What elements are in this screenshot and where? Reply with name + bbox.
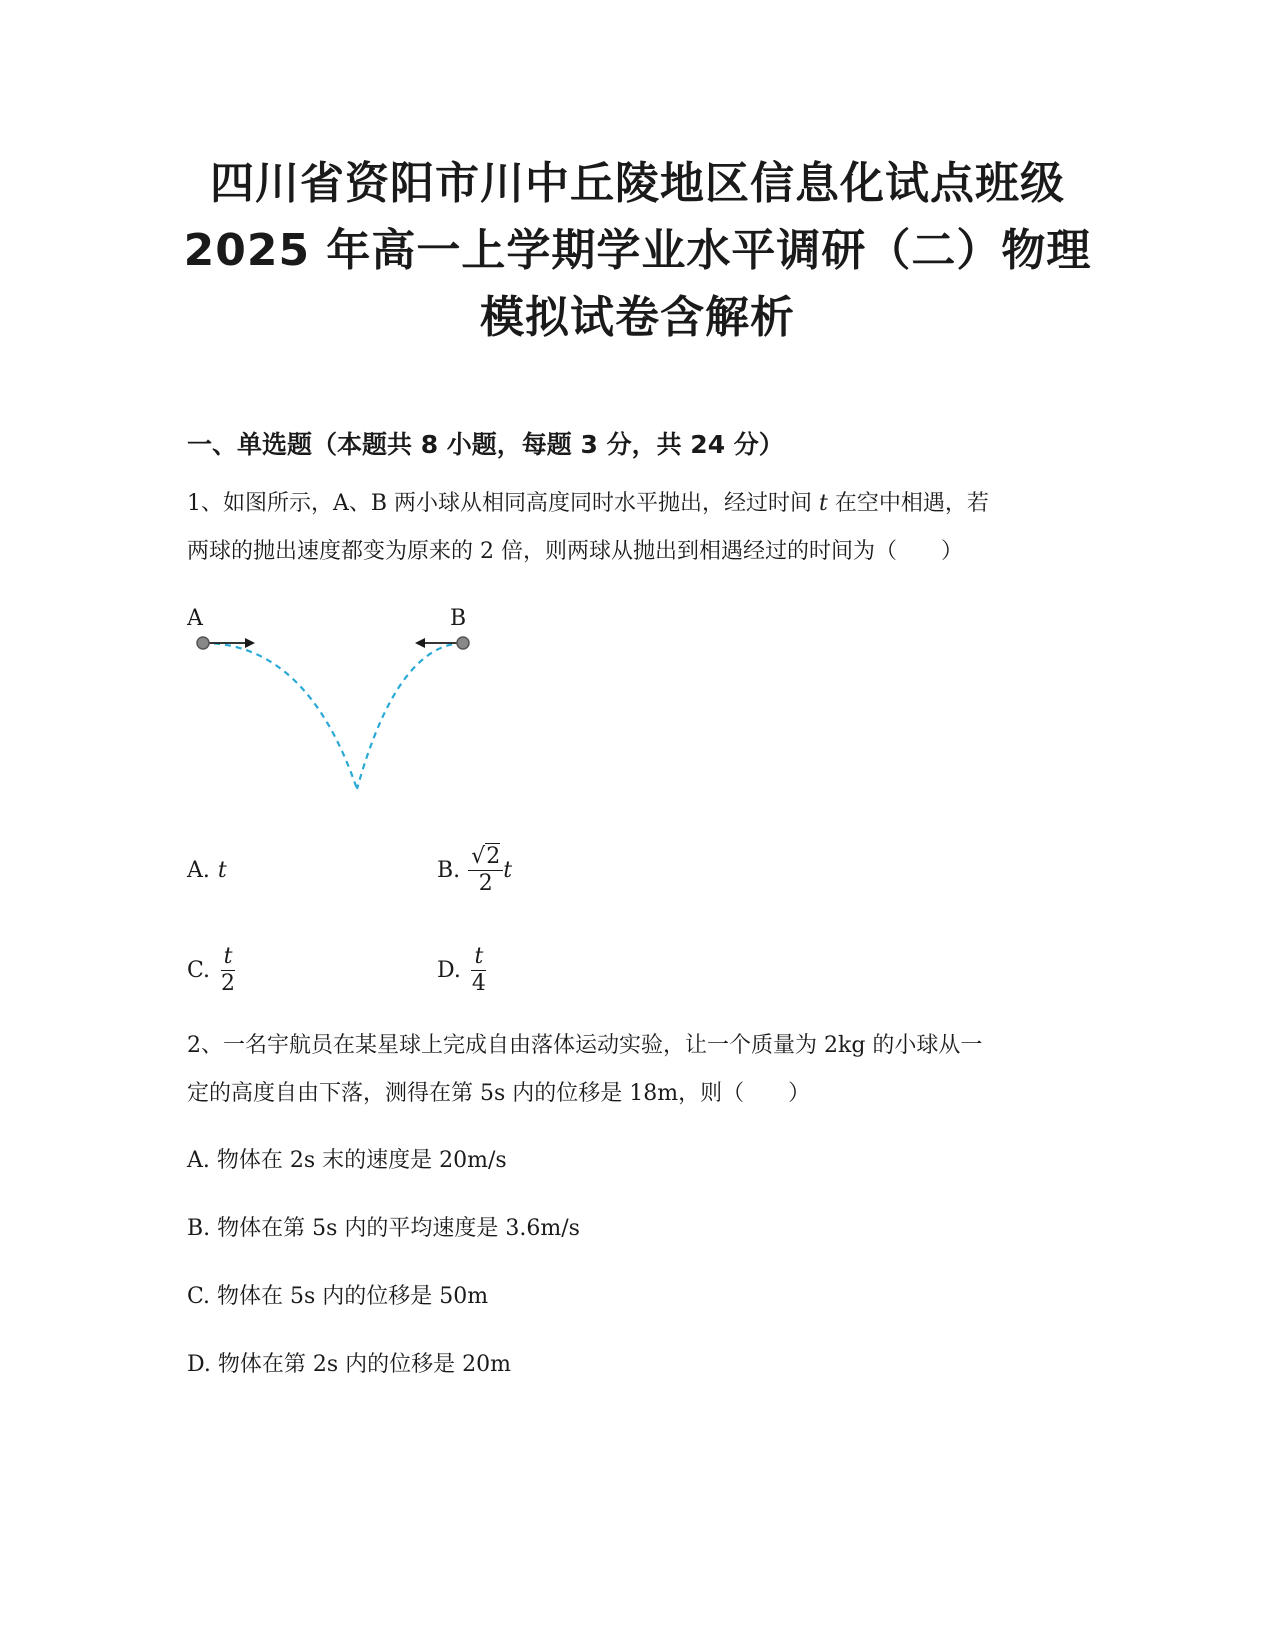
trajectory-a <box>203 643 357 789</box>
q1-option-b: B. $\frac{√2}{2}$ t <box>437 843 513 896</box>
title-line-1: 四川省资阳市川中丘陵地区信息化试点班级 <box>210 158 1065 209</box>
arrowhead-a <box>245 638 255 648</box>
fraction-t-over-2: $\frac{t}{2}$ <box>221 943 236 996</box>
q2-option-c: C. 物体在 5s 内的位移是 50m <box>187 1284 489 1309</box>
question-2-line-1: 2、一名宇航员在某星球上完成自由落体运动实验，让一个质量为 2kg 的小球从一 <box>187 1033 983 1058</box>
section-heading: 一、单选题（本题共 8 小题，每题 3 分，共 24 分） <box>187 430 784 459</box>
ball-a <box>197 637 209 649</box>
ball-b-label: B <box>450 606 467 631</box>
fraction-t-over-4: $\frac{t}{4}$ <box>471 943 486 996</box>
title-line-2: 2025 年高一上学期学业水平调研（二）物理 <box>183 225 1092 276</box>
question-1-line-1: 1、如图所示，A、B 两小球从相同高度同时水平抛出，经过时间 t 在空中相遇，若 <box>187 491 989 516</box>
fraction-sqrt2-over-2: $\frac{√2}{2}$ <box>468 844 503 897</box>
question-1-text <box>187 480 1087 576</box>
q2-option-d: D. 物体在第 2s 内的位移是 20m <box>187 1352 511 1377</box>
document-title <box>150 150 1125 351</box>
q1-option-d: D. $\frac{t}{4}$ <box>437 940 489 1000</box>
q1-option-a: A. t <box>187 857 227 883</box>
question-1-line-2: 两球的抛出速度都变为原来的 2 倍，则两球从抛出到相遇经过的时间为（ ） <box>187 539 963 564</box>
q1-option-c: C. $\frac{t}{2}$ <box>187 940 238 1000</box>
arrowhead-b <box>415 638 425 648</box>
question-2-text <box>187 1022 1087 1118</box>
ball-b <box>457 637 469 649</box>
projectile-diagram <box>187 605 487 795</box>
title-line-3: 模拟试卷含解析 <box>480 292 795 343</box>
q2-option-a: A. 物体在 2s 末的速度是 20m/s <box>187 1148 507 1173</box>
trajectory-b <box>357 643 463 789</box>
q2-option-b: B. 物体在第 5s 内的平均速度是 3.6m/s <box>187 1216 580 1241</box>
question-2-line-2: 定的高度自由下落，测得在第 5s 内的位移是 18m，则（ ） <box>187 1081 811 1106</box>
ball-a-label: A <box>187 606 203 631</box>
question-1-figure <box>187 605 487 799</box>
